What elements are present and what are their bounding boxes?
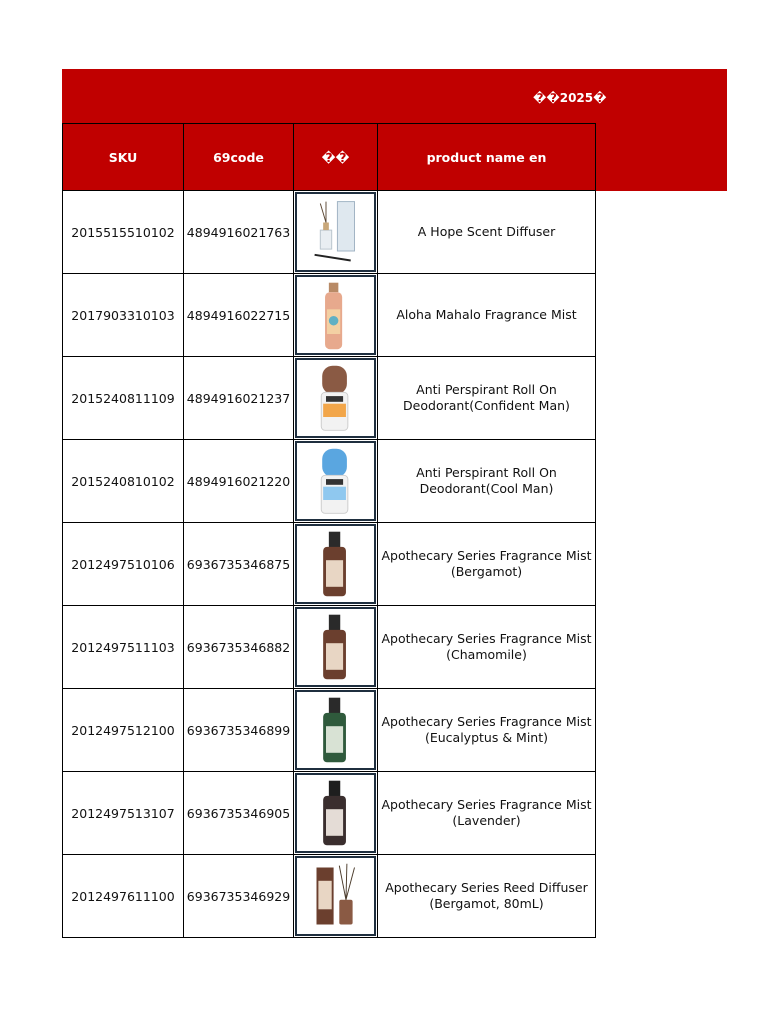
sku-cell: 2012497510106 xyxy=(63,523,184,606)
header-69code: 69code xyxy=(184,124,294,191)
product-name-line1: Apothecary Series Fragrance Mist xyxy=(381,548,592,563)
product-name-line1: Anti Perspirant Roll On xyxy=(416,382,557,397)
sku-cell: 2012497512100 xyxy=(63,689,184,772)
code-cell: 4894916021763 xyxy=(184,191,294,274)
product-name-cell xyxy=(378,689,596,772)
image-cell xyxy=(294,606,378,689)
code-cell: 6936735346882 xyxy=(184,606,294,689)
sku-cell: 2017903310103 xyxy=(63,274,184,357)
code-cell: 6936735346905 xyxy=(184,772,294,855)
sku-cell: 2012497513107 xyxy=(63,772,184,855)
sku-cell: 2012497511103 xyxy=(63,606,184,689)
code-cell: 6936735346875 xyxy=(184,523,294,606)
product-name-line2: (Chamomile) xyxy=(446,647,527,662)
product-table xyxy=(62,123,596,938)
image-cell xyxy=(294,689,378,772)
code-cell: 6936735346929 xyxy=(184,855,294,938)
product-name-line1: Apothecary Series Reed Diffuser xyxy=(385,880,588,895)
table-row xyxy=(63,440,596,523)
apothecary-brown-bottle-icon xyxy=(295,607,376,687)
sheet-title: ��2025� xyxy=(533,91,607,105)
product-name-cell xyxy=(378,772,596,855)
product-name-line2: (Eucalyptus & Mint) xyxy=(424,730,549,745)
table-row xyxy=(63,523,596,606)
image-cell xyxy=(294,440,378,523)
mist-bottle-icon xyxy=(295,275,376,355)
table-row xyxy=(63,606,596,689)
product-name-cell xyxy=(378,274,596,357)
product-name-line1: A Hope Scent Diffuser xyxy=(417,224,556,239)
image-cell xyxy=(294,274,378,357)
product-name-line2: (Bergamot, 80mL) xyxy=(429,896,544,911)
product-name-line1: Apothecary Series Fragrance Mist xyxy=(381,631,592,646)
apothecary-reed-diffuser-icon xyxy=(295,856,376,936)
header-sku: SKU xyxy=(63,124,184,191)
sku-cell: 2015240811109 xyxy=(63,357,184,440)
code-cell: 6936735346899 xyxy=(184,689,294,772)
header-product-name: product name en xyxy=(378,124,596,191)
product-name-line2: (Bergamot) xyxy=(450,564,523,579)
table-row xyxy=(63,191,596,274)
code-cell: 4894916021237 xyxy=(184,357,294,440)
product-name-cell xyxy=(378,357,596,440)
product-name-line2: (Lavender) xyxy=(452,813,521,828)
code-cell: 4894916022715 xyxy=(184,274,294,357)
table-row xyxy=(63,855,596,938)
product-name-line1: Apothecary Series Fragrance Mist xyxy=(381,714,592,729)
code-cell: 4894916021220 xyxy=(184,440,294,523)
product-name-line1: Aloha Mahalo Fragrance Mist xyxy=(396,307,577,322)
apothecary-green-bottle-icon xyxy=(295,690,376,770)
product-name-cell xyxy=(378,855,596,938)
product-name-line1: Anti Perspirant Roll On xyxy=(416,465,557,480)
image-cell xyxy=(294,191,378,274)
image-cell xyxy=(294,523,378,606)
table-row xyxy=(63,357,596,440)
roll-on-brown-icon xyxy=(295,358,376,438)
image-cell xyxy=(294,772,378,855)
apothecary-dark-bottle-icon xyxy=(295,773,376,853)
apothecary-brown-bottle-icon xyxy=(295,524,376,604)
product-name-cell xyxy=(378,440,596,523)
table-row xyxy=(63,274,596,357)
product-name-line1: Apothecary Series Fragrance Mist xyxy=(381,797,592,812)
product-name-line2: Deodorant(Confident Man) xyxy=(403,398,570,413)
header-row xyxy=(63,124,596,191)
roll-on-blue-icon xyxy=(295,441,376,521)
header-image: �� xyxy=(294,124,378,191)
table-row xyxy=(63,772,596,855)
sku-cell: 2015240810102 xyxy=(63,440,184,523)
product-name-cell xyxy=(378,191,596,274)
table-row xyxy=(63,689,596,772)
image-cell xyxy=(294,855,378,938)
product-name-cell xyxy=(378,606,596,689)
reed-diffuser-box-icon xyxy=(295,192,376,272)
product-name-cell xyxy=(378,523,596,606)
product-name-line2: Deodorant(Cool Man) xyxy=(419,481,554,496)
sku-cell: 2012497611100 xyxy=(63,855,184,938)
image-cell xyxy=(294,357,378,440)
sku-cell: 2015515510102 xyxy=(63,191,184,274)
